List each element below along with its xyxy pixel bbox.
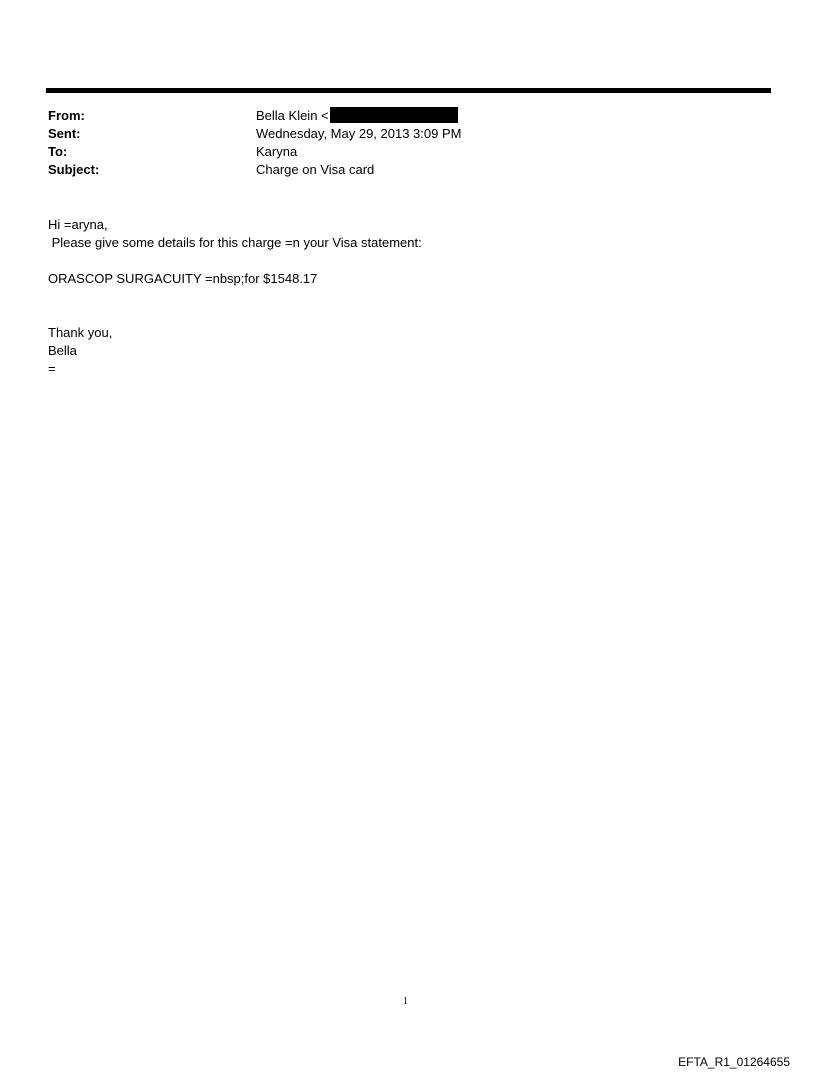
header-divider <box>46 88 771 93</box>
from-name: Bella Klein < <box>256 108 329 123</box>
to-row <box>48 143 748 161</box>
sent-value: Wednesday, May 29, 2013 3:09 PM <box>256 126 462 141</box>
document-id: EFTA_R1_01264655 <box>678 1055 790 1069</box>
email-headers <box>48 107 748 179</box>
subject-value: Charge on Visa card <box>256 162 375 177</box>
sent-row <box>48 125 748 143</box>
charge-line: ORASCOP SURGACUITY =nbsp;for $1548.17 <box>48 271 318 286</box>
to-value: Karyna <box>256 144 298 159</box>
to-label: To: <box>48 144 68 159</box>
from-label: From: <box>48 108 85 123</box>
from-value <box>256 107 458 125</box>
signature-line: Bella <box>48 343 77 358</box>
sent-label: Sent: <box>48 126 81 141</box>
from-row <box>48 107 748 125</box>
subject-label: Subject: <box>48 162 100 177</box>
request-line: Please give some details for this charge =n your Visa statement: <box>48 235 422 250</box>
subject-row <box>48 161 748 179</box>
trailer-line: = <box>48 361 56 376</box>
page-number: 1 <box>403 996 408 1007</box>
closing-line: Thank you, <box>48 325 113 340</box>
redaction-block <box>330 107 458 123</box>
greeting-line: Hi =aryna, <box>48 217 108 232</box>
